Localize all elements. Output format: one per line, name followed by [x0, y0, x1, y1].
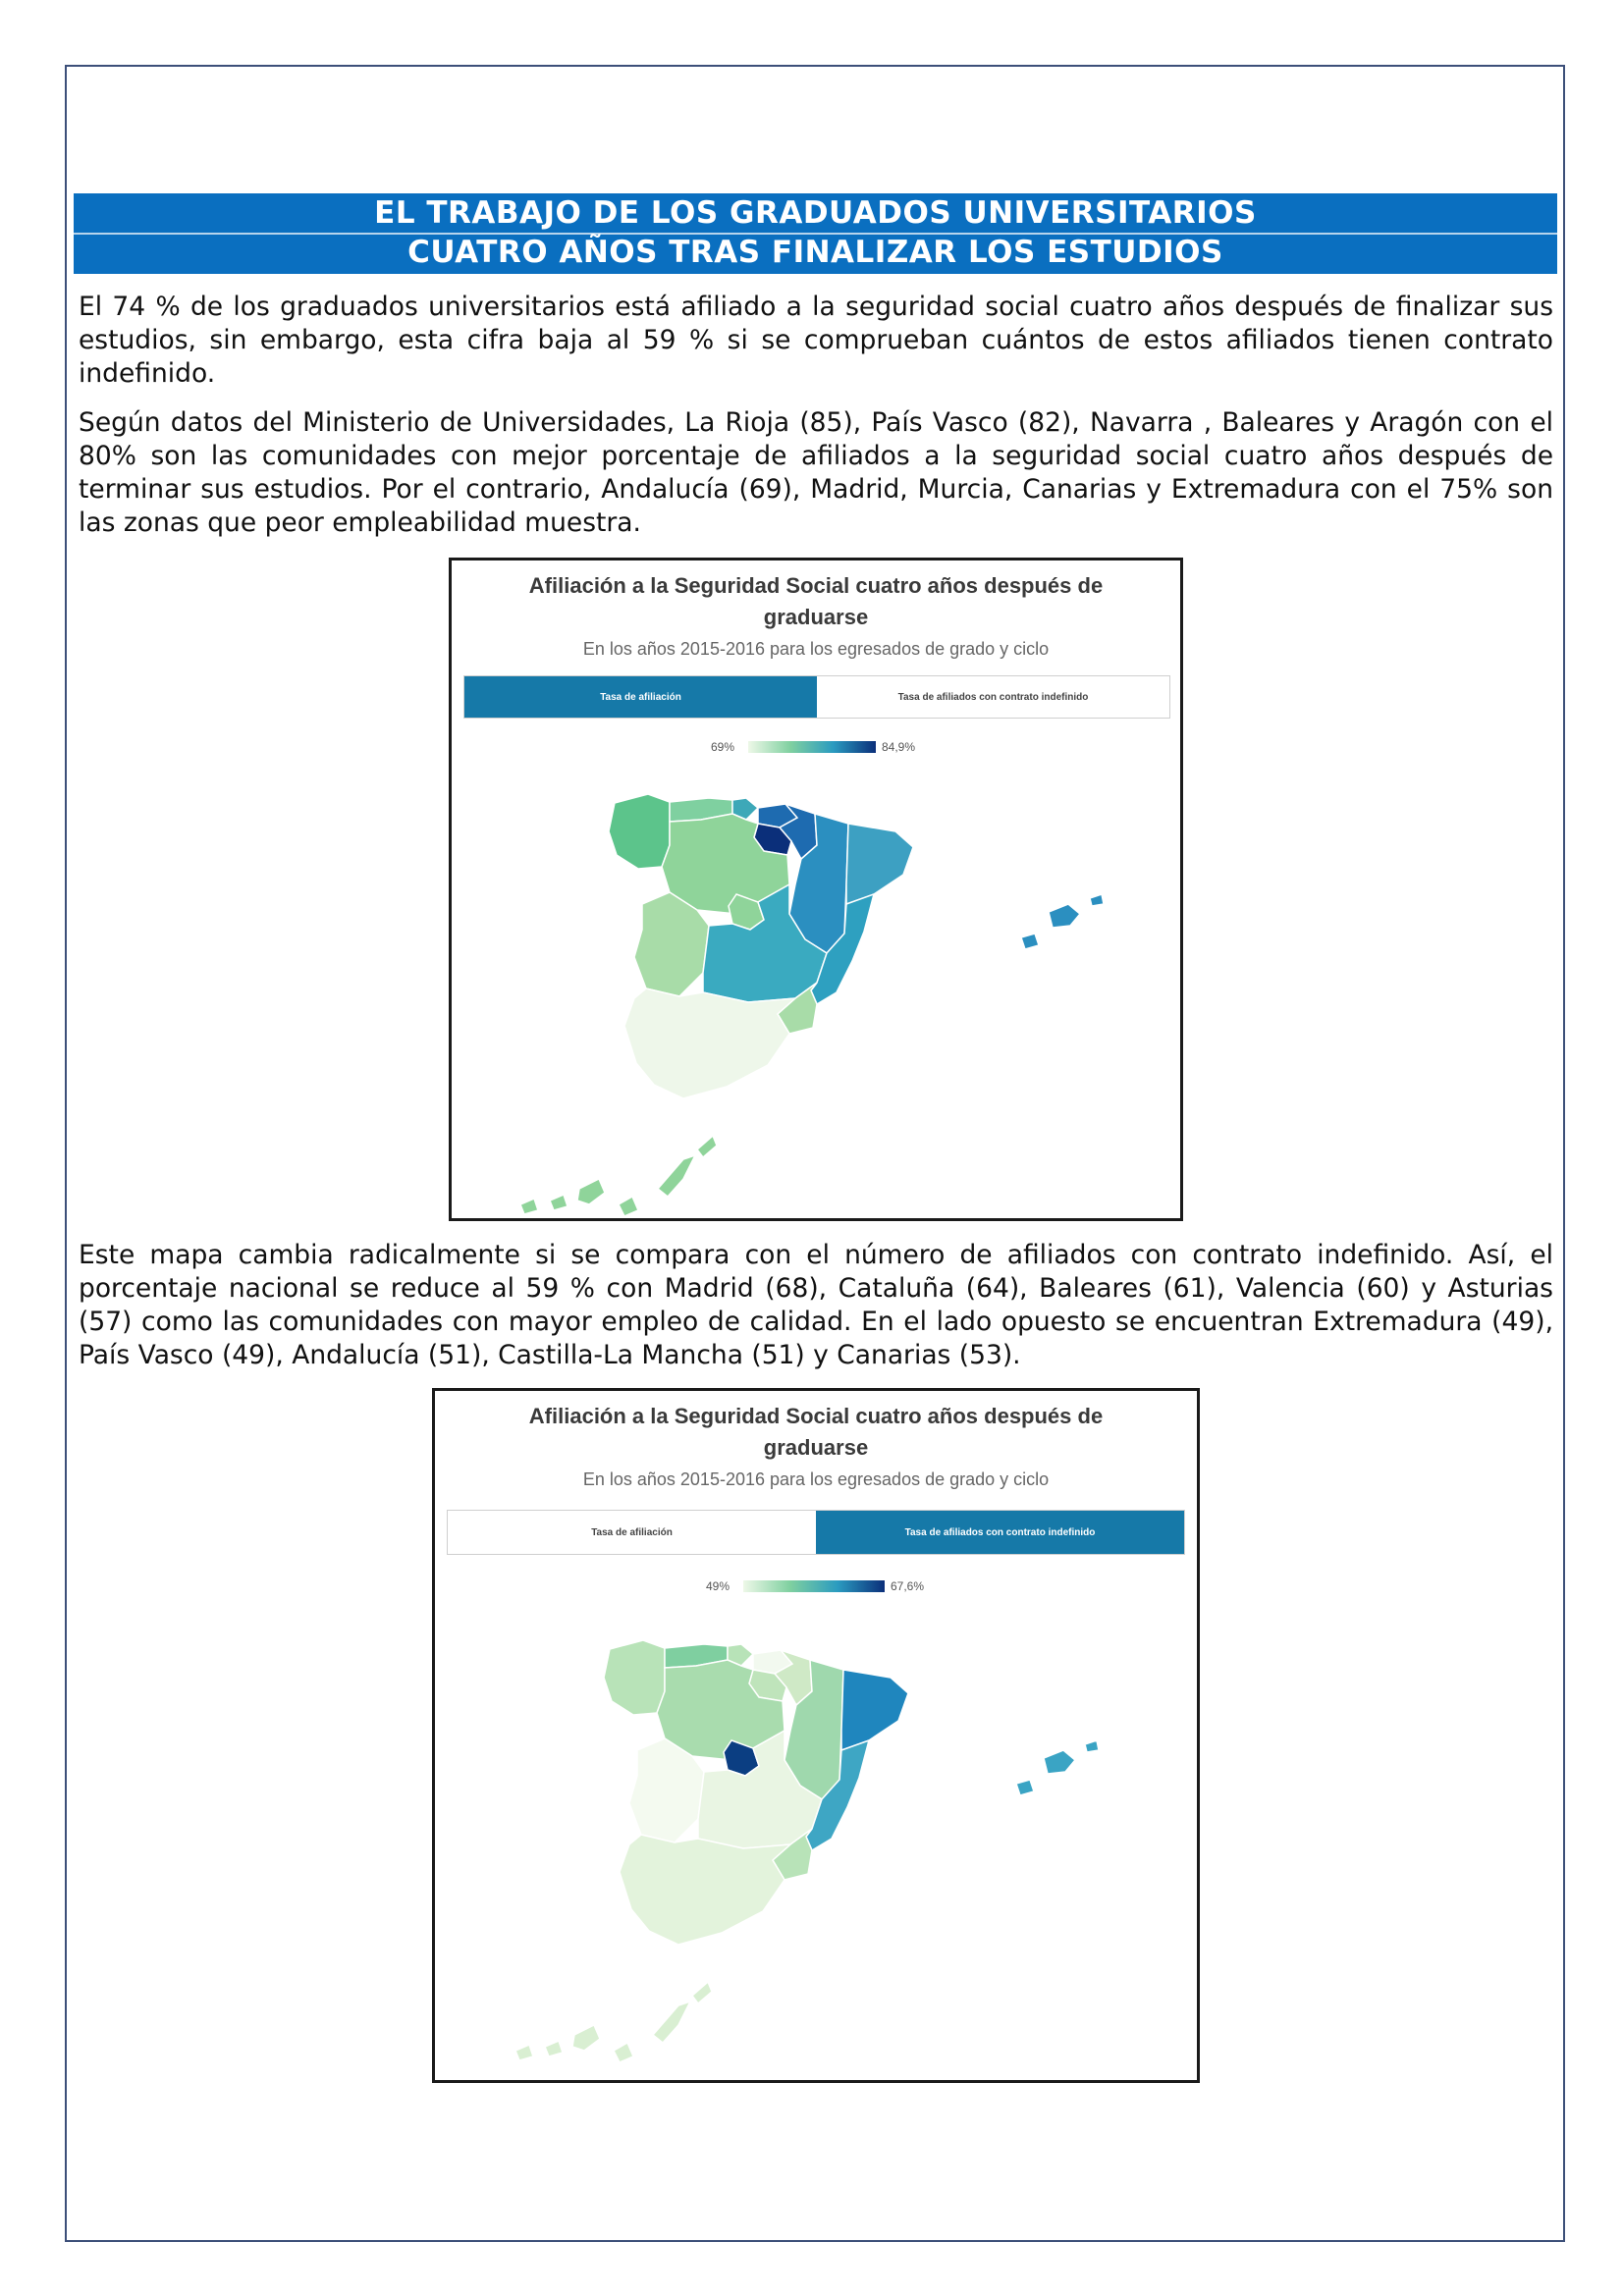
tab-affiliation-rate[interactable]: Tasa de afiliación [448, 1511, 816, 1554]
map-subtitle: En los años 2015-2016 para los egresados de grado y ciclo [582, 1469, 1050, 1489]
map-title-line-1: Afiliación a la Seguridad Social cuatro años después de [528, 1404, 1104, 1428]
region-baleares[interactable] [1016, 1740, 1099, 1795]
map-title-line-2: graduarse [763, 1435, 869, 1460]
region-andalucia[interactable] [620, 1835, 790, 1945]
spain-map [435, 1391, 1200, 2083]
tab-indefinite-contract-rate[interactable]: Tasa de afiliados con contrato indefinido [816, 1511, 1184, 1554]
region-canarias[interactable] [515, 1982, 712, 2062]
spain-map [452, 561, 1183, 1221]
map-subtitle: En los años 2015-2016 para los egresados de grado y ciclo [582, 639, 1050, 659]
legend-max: 84,9% [882, 740, 916, 754]
map-title-line-2: graduarse [763, 605, 869, 629]
map-indefinite-contract-rate [432, 1388, 1200, 2083]
title-line-2: CUATRO AÑOS TRAS FINALIZAR LOS ESTUDIOS [407, 235, 1223, 270]
region-canarias[interactable] [520, 1136, 717, 1216]
map-affiliation-rate [449, 558, 1183, 1221]
paragraph-indefinite-contract: Este mapa cambia radicalmente si se compara con el número de afiliados con contrato indefinido. Así, el porcentaje nacional se reduce al 59 % con Madrid (68), Cataluña (64), Baleares (61), Valencia (60) y Asturias (57) como las comunidades con mayor empleo de calidad. En el lado opuesto se encuentran Extremadura (49), País Vasco (49), Andalucía (51), Castilla-La Mancha (51) y Canarias (53). [79, 1240, 1553, 1370]
region-galicia[interactable] [604, 1640, 665, 1715]
title-divider [74, 233, 1557, 235]
document-title [74, 193, 1557, 274]
paragraph-affiliation: Según datos del Ministerio de Universidades, La Rioja (85), País Vasco (82), Navarra , Baleares y Aragón con el 80% son las comunidades con mejor porcentaje de afiliados a la seguridad social cuatro años después de terminar sus estudios. Por el contrario, Andalucía (69), Madrid, Murcia, Canarias y Extremadura con el 75% son las zonas que peor empleabilidad muestra. [79, 407, 1553, 538]
region-baleares[interactable] [1021, 894, 1104, 949]
tab-affiliation-rate[interactable]: Tasa de afiliación [464, 676, 817, 718]
region-andalucia[interactable] [624, 988, 795, 1098]
tab-indefinite-contract-rate[interactable]: Tasa de afiliados con contrato indefinido [817, 676, 1169, 718]
region-galicia[interactable] [609, 794, 670, 869]
map-title-line-1: Afiliación a la Seguridad Social cuatro años después de [528, 573, 1104, 598]
legend-min: 49% [706, 1579, 730, 1593]
title-line-1: EL TRABAJO DE LOS GRADUADOS UNIVERSITARIOS [374, 195, 1257, 231]
paragraph-intro: El 74 % de los graduados universitarios está afiliado a la seguridad social cuatro años después de finalizar sus estudios, sin embargo, esta cifra baja al 59 % si se comprueban cuántos de estos afiliados tienen contrato indefinido. [79, 292, 1553, 389]
legend-min: 69% [711, 740, 735, 754]
region-cataluna[interactable] [841, 1670, 908, 1750]
region-cataluna[interactable] [846, 824, 913, 904]
legend-max: 67,6% [891, 1579, 925, 1593]
